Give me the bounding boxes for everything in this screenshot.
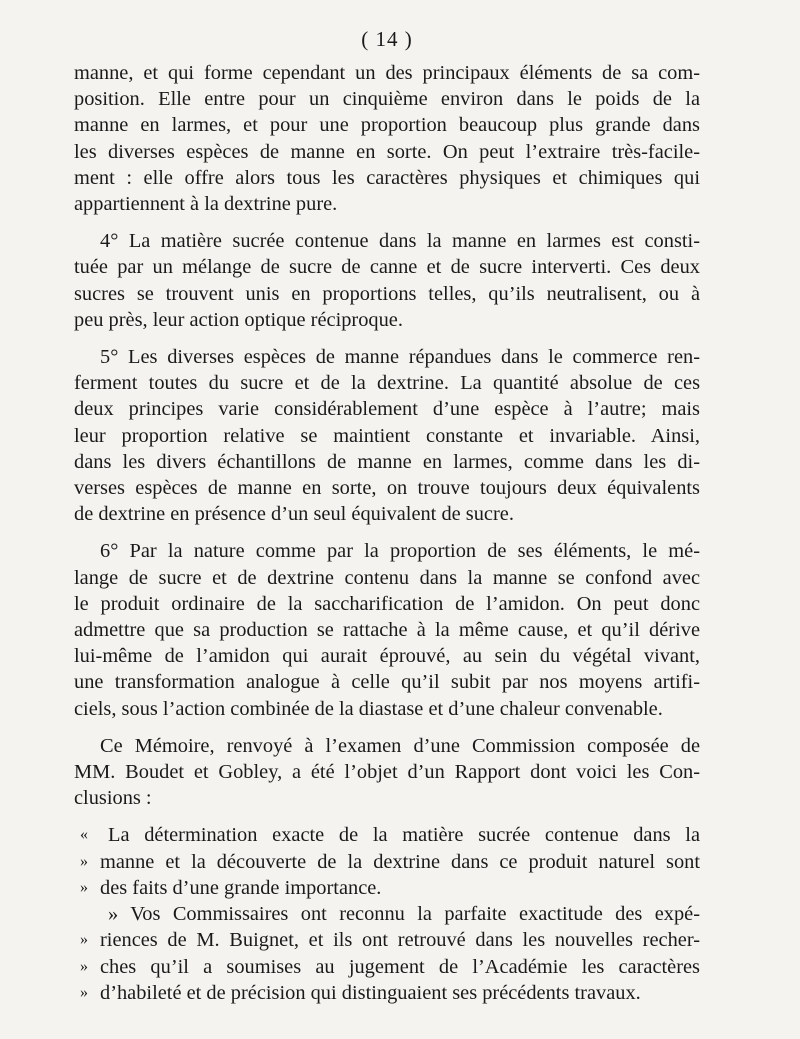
document-page [74, 26, 700, 1006]
text-line: MM. Boudet et Gobley, a été l’objet d’un Rapport dont voici les Con- [74, 761, 700, 784]
quote-mark: « [80, 826, 88, 844]
text-line: les diverses espèces de manne en sorte. On peut l’extraire très-facile- [74, 140, 700, 163]
page-number: ( 14 ) [361, 27, 413, 51]
text-line: clusions : [74, 787, 152, 810]
text-line: peu près, leur action optique réciproque. [74, 308, 403, 331]
text-line: leur proportion relative se maintient constante et invariable. Ainsi, [74, 424, 700, 447]
text-line: manne en larmes, et pour une proportion beaucoup plus grande dans [74, 114, 700, 137]
quote-line [74, 954, 700, 980]
quote-text: riences de M. Buignet, et ils ont retrouvé dans les nouvelles recher- [100, 929, 700, 952]
text-line: position. Elle entre pour un cinquième environ dans le poids de la [74, 88, 700, 111]
text-line: ment : elle offre alors tous les caractères physiques et chimiques qui [74, 166, 700, 189]
quote-mark: » [80, 852, 88, 870]
paragraph [74, 344, 700, 527]
quote-mark: » [80, 957, 88, 975]
quote-line [74, 901, 700, 927]
paragraph [74, 538, 700, 721]
text-line: 6° Par la nature comme par la proportion de ses éléments, le mé- [100, 540, 700, 563]
quote-line [74, 875, 700, 901]
text-line: dans les divers échantillons de manne en larmes, comme dans les di- [74, 450, 700, 473]
text-line: deux principes varie considérablement d’une espèce à l’autre; mais [74, 398, 700, 421]
text-line: admettre que sa production se rattache à la même cause, et qu’il dérive [74, 619, 700, 642]
quote-mark: » [80, 878, 88, 896]
text-line: le produit ordinaire de la saccharification de l’amidon. On peut donc [74, 592, 700, 615]
text-line: 4° La matière sucrée contenue dans la manne en larmes est consti- [100, 230, 700, 253]
text-line: manne, et qui forme cependant un des principaux éléments de sa com- [74, 62, 700, 84]
text-line: une transformation analogue à celle qu’il subit par nos moyens artifi- [74, 671, 700, 694]
quote-text: d’habileté et de précision qui distinguaient ses précédents travaux. [100, 981, 641, 1004]
quote-text: des faits d’une grande importance. [100, 876, 382, 899]
text-line: lange de sucre et de dextrine contenu dans la manne se confond avec [74, 566, 700, 589]
text-line: 5° Les diverses espèces de manne répandues dans le commerce ren- [100, 346, 700, 369]
text-line: ciels, sous l’action combinée de la diastase et d’une chaleur convenable. [74, 697, 663, 720]
quote-text: La détermination exacte de la matière sucrée contenue dans la [108, 824, 700, 847]
text-line: verses espèces de manne en sorte, on trouve toujours deux équivalents [74, 477, 700, 500]
text-line: Ce Mémoire, renvoyé à l’examen d’une Commission composée de [100, 734, 700, 757]
text-line: ferment toutes du sucre et de la dextrine. La quantité absolue de ces [74, 372, 700, 395]
quoted-conclusions [74, 822, 700, 1005]
quote-line [74, 927, 700, 953]
text-line: de dextrine en présence d’un seul équivalent de sucre. [74, 503, 514, 526]
body-text [74, 60, 700, 811]
text-line: appartiennent à la dextrine pure. [74, 193, 338, 216]
text-line: lui-même de l’amidon qui aurait éprouvé, au sein du végétal vivant, [74, 645, 700, 668]
quote-line [74, 822, 700, 848]
text-line: tuée par un mélange de sucre de canne et de sucre interverti. Ces deux [74, 256, 700, 279]
text-line: sucres se trouvent unis en proportions telles, qu’ils neutralisent, ou à [74, 282, 700, 305]
quote-mark: » [80, 983, 88, 1001]
paragraph [74, 228, 700, 333]
quote-line [74, 980, 700, 1006]
quote-mark: » [80, 931, 88, 949]
quote-text: » Vos Commissaires ont reconnu la parfaite exactitude des expé- [108, 903, 700, 926]
quote-text: manne et la découverte de la dextrine dans ce produit naturel sont [100, 850, 700, 873]
quote-text: ches qu’il a soumises au jugement de l’Académie les caractères [100, 955, 700, 978]
paragraph [74, 60, 700, 217]
quote-line [74, 849, 700, 875]
paragraph [74, 733, 700, 812]
